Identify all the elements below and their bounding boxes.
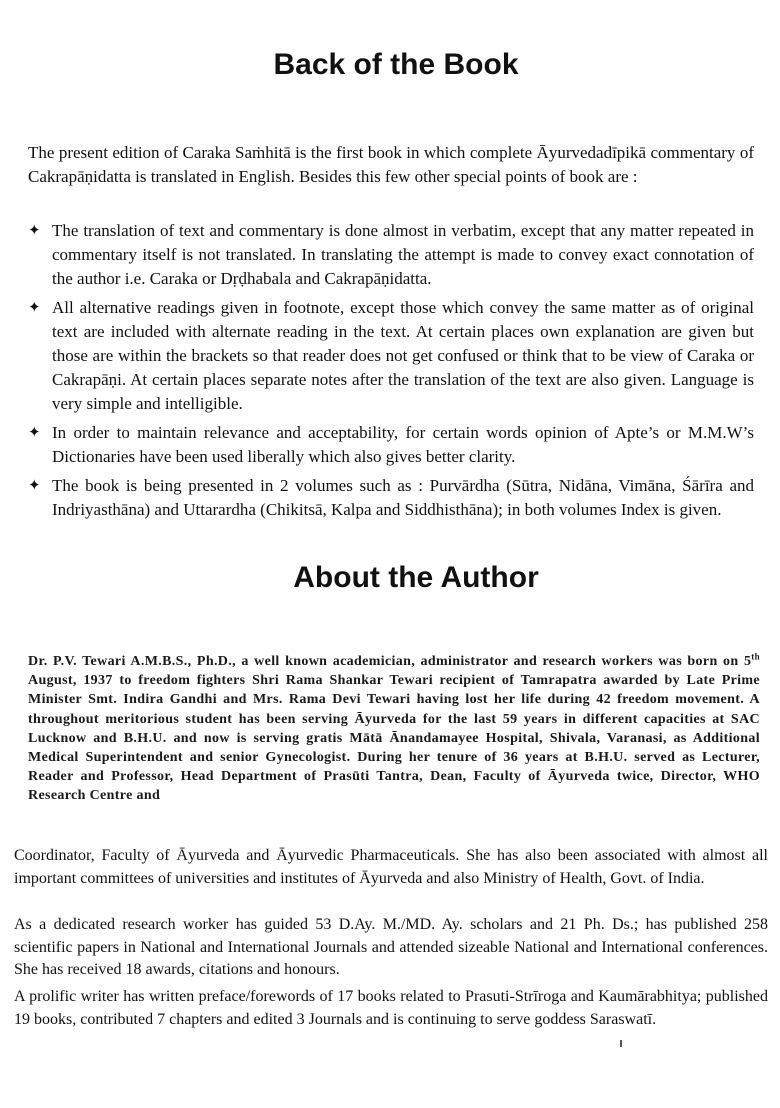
- diamond-bullet-icon: ✦: [28, 300, 41, 316]
- list-item: [28, 474, 754, 522]
- back-of-book-heading: Back of the Book: [273, 48, 519, 81]
- list-item: [28, 219, 754, 291]
- research-paragraph: As a dedicated research worker has guided 53 D.Ay. M./MD. Ay. scholars and 21 Ph. Ds.; has published 258 scientific papers in National and International Journals and attended sizeable National and International conferences. She has received 18 awards, citations and honours.: [14, 916, 768, 978]
- list-item-text: The book is being presented in 2 volumes such as : Purvārdha (Sūtra, Nidāna, Vimāna, Śārīra and Indriyasthāna) and Uttarardha (Chikitsā, Kalpa and Siddhisthāna); in both volumes Index is given.: [52, 476, 754, 519]
- date-ordinal-superscript: th: [751, 651, 760, 662]
- bio-text-start: Dr. P.V. Tewari A.M.B.S., Ph.D., a well known academician, administrator and research workers was born on 5: [28, 654, 752, 669]
- author-bio-paragraph: [28, 652, 760, 806]
- bio-text-end: August, 1937 to freedom fighters Shri Rama Shankar Tewari recipient of Tamrapatra awarded by Late Prime Minister Smt. Indira Gandhi and Mrs. Rama Devi Tewari having lost her life during 42 freedom movement. A throughout meritorious student has been serving Āyurveda for the last 59 years in different capacities at SAC Lucknow and B.H.U. and now is serving gratis Mātā Ānandamayee Hospital, Shivala, Varanasi, as Additional Medical Superintendent and senior Gynecologist. During her tenure of 36 years at B.H.U. served as Lecturer, Reader and Professor, Head Department of Prasūti Tantra, Dean, Faculty of Āyurveda twice, Director, WHO Research Centre and: [28, 673, 760, 804]
- about-author-heading: About the Author: [293, 561, 539, 594]
- list-item-text: All alternative readings given in footnote, except those which convey the same matter as of original text are included with alternate reading in the text. At certain places own explanation are given but those are within the brackets so that reader does not get confused or think that to be view of Caraka or Cakrapāṇi. At certain places separate notes after the translation of the text are also given. Language is very simple and intelligible.: [52, 298, 754, 413]
- list-item-text: In order to maintain relevance and acceptability, for certain words opinion of Apte’s or M.M.W’s Dictionaries have been used liberally which also gives better clarity.: [52, 423, 754, 466]
- diamond-bullet-icon: ✦: [28, 478, 41, 494]
- special-points-list: [28, 219, 754, 527]
- writer-paragraph: A prolific writer has written preface/forewords of 17 books related to Prasuti-Strīroga and Kaumārabhitya; published 19 books, contributed 7 chapters and edited 3 Journals and is continuing to serve goddess Saraswatī.: [14, 988, 768, 1028]
- list-item-text: The translation of text and commentary is done almost in verbatim, except that any matter repeated in commentary itself is not translated. In translating the attempt is made to convey exact connotation of the author i.e. Caraka or Dṛḍhabala and Cakrapāṇidatta.: [52, 221, 754, 288]
- diamond-bullet-icon: ✦: [28, 223, 41, 239]
- list-item: [28, 421, 754, 469]
- scan-mark: [620, 1040, 622, 1047]
- intro-paragraph: The present edition of Caraka Saṁhitā is the first book in which complete Āyurvedadīpikā commentary of Cakrapāṇidatta is translated in English. Besides this few other special points of book are :: [28, 143, 754, 186]
- list-item: [28, 296, 754, 416]
- diamond-bullet-icon: ✦: [28, 425, 41, 441]
- bio-continued-paragraph: Coordinator, Faculty of Āyurveda and Āyurvedic Pharmaceuticals. She has also been associated with almost all important committees of universities and institutes of Āyurveda and also Ministry of Health, Govt. of India.: [14, 847, 768, 887]
